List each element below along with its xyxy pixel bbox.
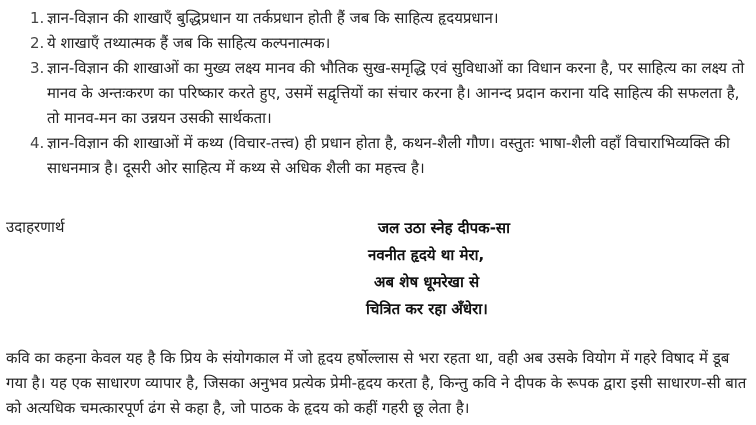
poem-line: चित्रित कर रहा अँधेरा। (366, 300, 488, 318)
numbered-list (0, 6, 752, 181)
list-item-text: ज्ञान-विज्ञान की शाखाएँ बुद्धिप्रधान या तर्कप्रधान होती हैं जब कि साहित्य हृदयप्रधान। (47, 9, 499, 27)
list-item (0, 56, 752, 131)
list-item-text: ये शाखाएँ तथ्यात्मक हैं जब कि साहित्य कल्पनात्मक। (47, 34, 331, 52)
list-number: 3. (30, 59, 45, 77)
list-item-text: ज्ञान-विज्ञान की शाखाओं में कथ्य (विचार-तत्त्व) ही प्रधान होता है, कथन-शैली गौण। वस्तुतः भाषा-शैली वहाँ विचाराभिव्यक्ति की साधनमात्र है। दूसरी ओर साहित्य में कथ्य से अधिक शैली का महत्त्व है। (47, 134, 730, 177)
explanation-paragraph: कवि का कहना केवल यह है कि प्रिय के संयोगकाल में जो हृदय हर्षोल्लास से भरा रहता था, वही अब उसके वियोग में गहरे विषाद में डूब गया है। यह एक साधारण व्यापार है, जिसका अनुभव प्रत्येक प्रेमी-हृदय करता है, किन्तु कवि ने दीपक के रूपक द्वारा इसी साधारण-सी बात को अत्यधिक चमत्कारपूर्ण ढंग से कहा है, जो पाठक के हृदय को कहीं गहरी छू लेता है। (6, 349, 747, 417)
example-label: उदाहरणार्थ (6, 218, 65, 236)
list-number: 4. (30, 134, 45, 152)
poem-line: अब शेष धूमरेखा से (374, 273, 480, 291)
list-item (0, 6, 752, 31)
poem-quote (340, 215, 510, 323)
list-item (0, 31, 752, 56)
poem-line: नवनीत हृदये था मेरा, (368, 246, 485, 264)
poem-line: जल उठा स्नेह दीपक-सा (378, 219, 510, 237)
list-item-text: ज्ञान-विज्ञान की शाखाओं का मुख्य लक्ष्य मानव की भौतिक सुख-समृद्धि एवं सुविधाओं का विधान करना है, पर साहित्य का लक्ष्य तो मानव के अन्तःकरण का परिष्कार करते हुए, उसमें सद्वृत्तियों का संचार करना है। आनन्द प्रदान कराना यदि साहित्य की सफलता है, तो मानव-मन का उन्नयन उसकी सार्थकता। (47, 59, 745, 127)
list-number: 1. (30, 9, 45, 27)
list-item (0, 131, 752, 181)
list-number: 2. (30, 34, 45, 52)
